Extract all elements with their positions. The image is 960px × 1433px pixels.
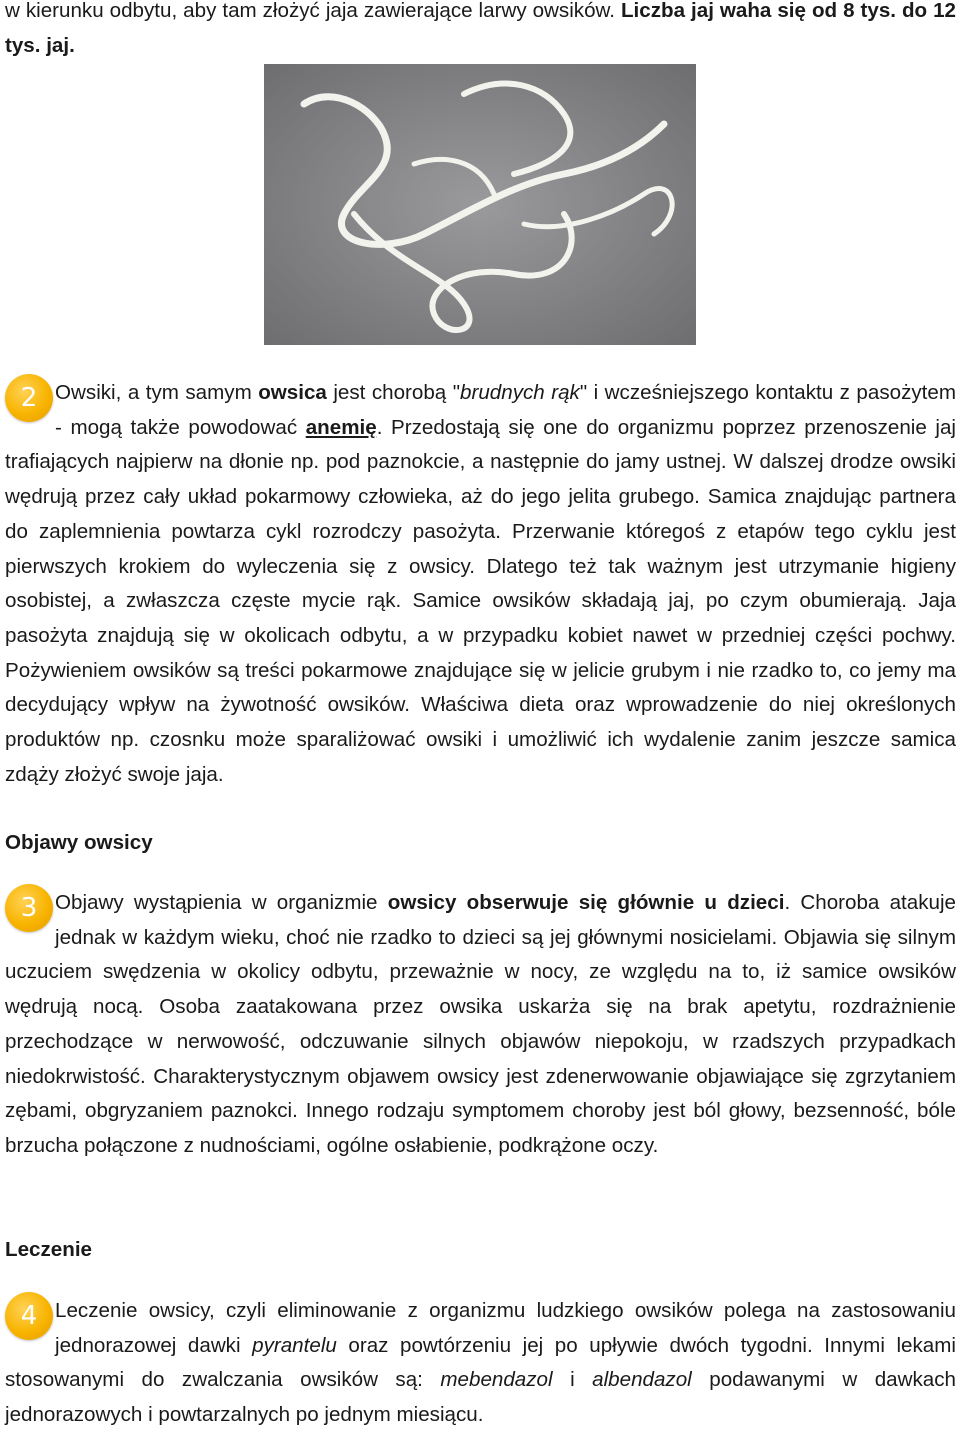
pinworms-photo <box>264 64 696 345</box>
intro-bold: Liczba jaj waha się od 8 tys. do 12 tys. jaj. <box>5 0 956 57</box>
intro-text: w kierunku odbytu, aby tam złożyć jaja zawierające larwy owsików. <box>5 0 621 22</box>
section-2-paragraph: 2 Owsiki, a tym samym owsica jest chorobą "brudnych rąk" i wcześniejszego kontaktu z pasożytem - mogą także powodować anemię. Przedostają się one do organizmu poprzez przenoszenie jaj trafiających najpierw na dłonie np. pod paznokcie, a następnie do jamy ustnej. W dalszej drodze owsiki wędrują przez cały układ pokarmowy człowieka, aż do jego jelita grubego. Samica znajdując partnera do zaplemnienia powtarza cykl rozrodczy pasożyta. Przerwanie któregoś z etapów tego cyklu jest pierwszych krokiem do wyleczenia się z owsicy. Dlatego też tak ważnym jest utrzymanie higieny osobistej, a zwłaszcza częste mycie rąk. Samice owsików składają jaj, po czym obumierają. Jaja pasożyta znajdują się w okolicach odbytu, a w przypadku kobiet nawet w przedniej części pochwy. Pożywieniem owsików są treści pokarmowe znajdujące się w jelicie grubym i nie rzadko to, co jemy ma decydujący wpływ na żywotność owsików. Właściwa dieta oraz wprowadzenie do niej określonych produktów np. czosnku może sparaliżować owsiki i umożliwić ich wydalenie zanim jeszcze samica zdąży złożyć swoje jaja. <box>5 376 956 792</box>
pinworms-icon <box>264 64 696 345</box>
step-4-badge: 4 <box>5 1292 53 1340</box>
step-3-badge: 3 <box>5 884 53 932</box>
section-3-paragraph: 3 Objawy wystąpienia w organizmie owsicy obserwuje się głównie u dzieci. Choroba atakuje jednak w każdym wieku, choć nie rzadko to dzieci są jej głównymi nosicielami. Objawia się silnym uczuciem swędzenia w okolicy odbytu, przeważnie w nocy, ze względu na to, iż samice owsików wędrują nocą. Osoba zaatakowana przez owsika uskarża się na brak apetytu, rozdrażnienie przechodzące w nerwowość, odczuwanie silnych objawów niepokoju, w rzadszych przypadkach niedokrwistość. Charakterystycznym objawem owsicy jest zdenerwowanie objawiające się zgrzytaniem zębami, obgryzaniem paznokci. Innego rodzaju symptomem choroby jest ból głowy, bezsenność, bóle brzucha połączone z nudnościami, ogólne osłabienie, podkrążone oczy. <box>5 886 956 1164</box>
step-2-badge: 2 <box>5 374 53 422</box>
heading-objawy: Objawy owsicy <box>5 831 153 854</box>
heading-leczenie: Leczenie <box>5 1238 92 1261</box>
section-4-paragraph: 4 Leczenie owsicy, czyli eliminowanie z organizmu ludzkiego owsików polega na zastosowaniu jednorazowej dawki pyrantelu oraz powtórzeniu jej po upływie dwóch tygodni. Innymi lekami stosowanymi do zwalczania owsików są: mebendazol i albendazol podawanymi w dawkach jednorazowych i powtarzalnych po jednym miesiącu. <box>5 1294 956 1433</box>
intro-paragraph <box>5 0 956 63</box>
